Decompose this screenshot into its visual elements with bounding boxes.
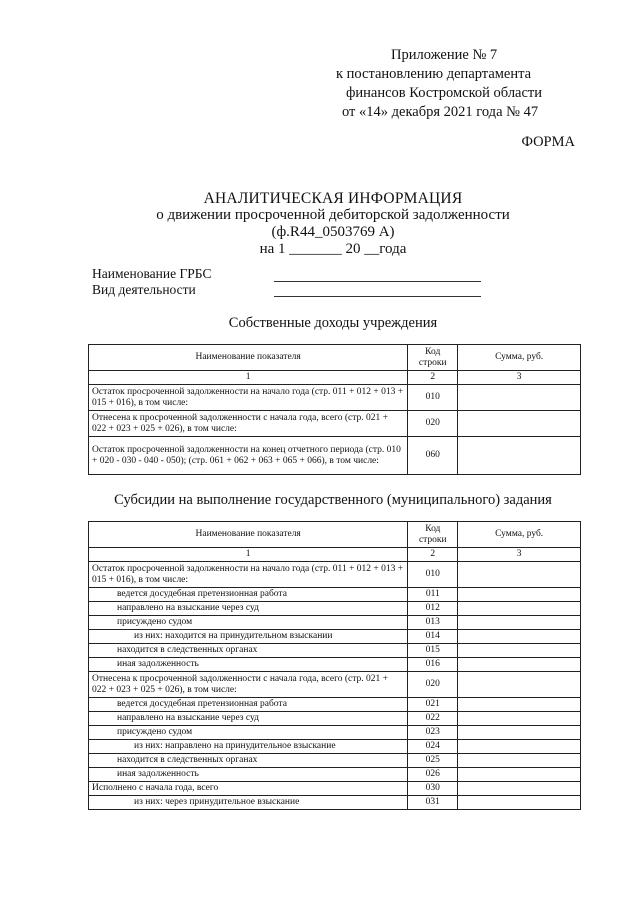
row-sum-cell[interactable] xyxy=(458,437,581,475)
appendix-number: Приложение № 7 xyxy=(391,47,498,63)
row-code: 012 xyxy=(408,602,458,616)
row-code: 014 xyxy=(408,630,458,644)
table-row xyxy=(89,740,581,754)
row-sum-cell[interactable] xyxy=(458,754,581,768)
table-row xyxy=(89,698,581,712)
row-sum-cell[interactable] xyxy=(458,698,581,712)
header-code: Код строки xyxy=(408,522,458,548)
row-sum-cell[interactable] xyxy=(458,616,581,630)
table-row xyxy=(89,644,581,658)
row-sum-cell[interactable] xyxy=(458,726,581,740)
col-number: 1 xyxy=(89,371,408,385)
row-code: 024 xyxy=(408,740,458,754)
row-name: из них: находится на принудительном взыскании xyxy=(89,630,408,644)
section2-table xyxy=(88,521,581,810)
row-name: присуждено судом xyxy=(89,726,408,740)
row-sum-cell[interactable] xyxy=(458,658,581,672)
table-row xyxy=(89,658,581,672)
row-name: направлено на взыскание через суд xyxy=(89,712,408,726)
table-row xyxy=(89,385,581,411)
row-code: 013 xyxy=(408,616,458,630)
row-sum-cell[interactable] xyxy=(458,712,581,726)
col-number: 2 xyxy=(408,371,458,385)
table-row xyxy=(89,630,581,644)
row-name: Остаток просроченной задолженности на конец отчетного периода (стр. 010 + 020 - 030 - 040 - 050); (стр. 061 + 062 + 063 + 065 + 066), в том числе: xyxy=(89,437,408,475)
row-sum-cell[interactable] xyxy=(458,768,581,782)
table-row xyxy=(89,588,581,602)
table-row xyxy=(89,768,581,782)
row-name: Остаток просроченной задолженности на начало года (стр. 011 + 012 + 013 + 015 + 016), в том числе: xyxy=(89,562,408,588)
table-row xyxy=(89,796,581,810)
row-code: 060 xyxy=(408,437,458,475)
header-fields xyxy=(92,266,211,298)
row-sum-cell[interactable] xyxy=(458,588,581,602)
col-number: 3 xyxy=(458,548,581,562)
row-code: 023 xyxy=(408,726,458,740)
row-name: из них: направлено на принудительное взыскание xyxy=(89,740,408,754)
section2-title: Субсидии на выполнение государственного (муниципального) задания xyxy=(114,492,552,508)
title-code: (ф.R44_0503769 А) xyxy=(271,224,395,240)
table-row xyxy=(89,562,581,588)
table-row xyxy=(89,672,581,698)
col-number: 3 xyxy=(458,371,581,385)
row-sum-cell[interactable] xyxy=(458,782,581,796)
header-code: Код строки xyxy=(408,345,458,371)
row-code: 011 xyxy=(408,588,458,602)
title-date: на 1 _______ 20 __года xyxy=(259,241,407,257)
row-sum-cell[interactable] xyxy=(458,411,581,437)
row-name: Остаток просроченной задолженности на начало года (стр. 011 + 012 + 013 + 015 + 016), в том числе: xyxy=(89,385,408,411)
table-row xyxy=(89,437,581,475)
row-sum-cell[interactable] xyxy=(458,630,581,644)
row-name: ведется досудебная претензионная работа xyxy=(89,698,408,712)
document-title xyxy=(88,190,578,258)
header-name: Наименование показателя xyxy=(89,522,408,548)
appendix-department: финансов Костромской области xyxy=(346,85,543,101)
title-main: АНАЛИТИЧЕСКАЯ ИНФОРМАЦИЯ xyxy=(203,190,463,207)
table-row xyxy=(89,411,581,437)
row-code: 030 xyxy=(408,782,458,796)
table-row xyxy=(89,782,581,796)
row-code: 031 xyxy=(408,796,458,810)
section1-title: Собственные доходы учреждения xyxy=(228,315,438,331)
row-code: 022 xyxy=(408,712,458,726)
grbs-label: Наименование ГРБС xyxy=(92,266,212,281)
col-number: 2 xyxy=(408,548,458,562)
row-name: иная задолженность xyxy=(89,658,408,672)
row-name: Исполнено с начала года, всего xyxy=(89,782,408,796)
row-sum-cell[interactable] xyxy=(458,796,581,810)
row-code: 010 xyxy=(408,562,458,588)
row-name: находится в следственных органах xyxy=(89,644,408,658)
row-code: 025 xyxy=(408,754,458,768)
col-number: 1 xyxy=(89,548,408,562)
row-name: находится в следственных органах xyxy=(89,754,408,768)
row-code: 020 xyxy=(408,411,458,437)
header-sum: Сумма, руб. xyxy=(458,522,581,548)
row-sum-cell[interactable] xyxy=(458,740,581,754)
row-name: ведется досудебная претензионная работа xyxy=(89,588,408,602)
header-name: Наименование показателя xyxy=(89,345,408,371)
header-sum: Сумма, руб. xyxy=(458,345,581,371)
table-row xyxy=(89,726,581,740)
grbs-field-line[interactable] xyxy=(274,281,481,282)
table-row xyxy=(89,616,581,630)
appendix-date: от «14» декабря 2021 года № 47 xyxy=(342,104,539,120)
appendix-block xyxy=(336,46,576,122)
row-sum-cell[interactable] xyxy=(458,562,581,588)
row-code: 016 xyxy=(408,658,458,672)
form-label: ФОРМА xyxy=(521,134,575,150)
row-code: 010 xyxy=(408,385,458,411)
row-code: 021 xyxy=(408,698,458,712)
row-name: Отнесена к просроченной задолженности с начала года, всего (стр. 021 + 022 + 023 + 025 + 026), в том числе: xyxy=(89,411,408,437)
row-code: 020 xyxy=(408,672,458,698)
row-name: направлено на взыскание через суд xyxy=(89,602,408,616)
row-sum-cell[interactable] xyxy=(458,644,581,658)
appendix-resolution: к постановлению департамента xyxy=(336,66,532,82)
table-row xyxy=(89,754,581,768)
row-sum-cell[interactable] xyxy=(458,602,581,616)
row-name: присуждено судом xyxy=(89,616,408,630)
row-code: 026 xyxy=(408,768,458,782)
activity-field-line[interactable] xyxy=(274,296,481,297)
row-sum-cell[interactable] xyxy=(458,385,581,411)
row-code: 015 xyxy=(408,644,458,658)
section1-table xyxy=(88,344,581,475)
title-sub: о движении просроченной дебиторской задолженности xyxy=(156,207,510,223)
row-sum-cell[interactable] xyxy=(458,672,581,698)
activity-label: Вид деятельности xyxy=(92,282,196,297)
row-name: иная задолженность xyxy=(89,768,408,782)
table-row xyxy=(89,712,581,726)
row-name: Отнесена к просроченной задолженности с начала года, всего (стр. 021 + 022 + 023 + 025 + 026), в том числе: xyxy=(89,672,408,698)
row-name: из них: через принудительное взыскание xyxy=(89,796,408,810)
table-row xyxy=(89,602,581,616)
